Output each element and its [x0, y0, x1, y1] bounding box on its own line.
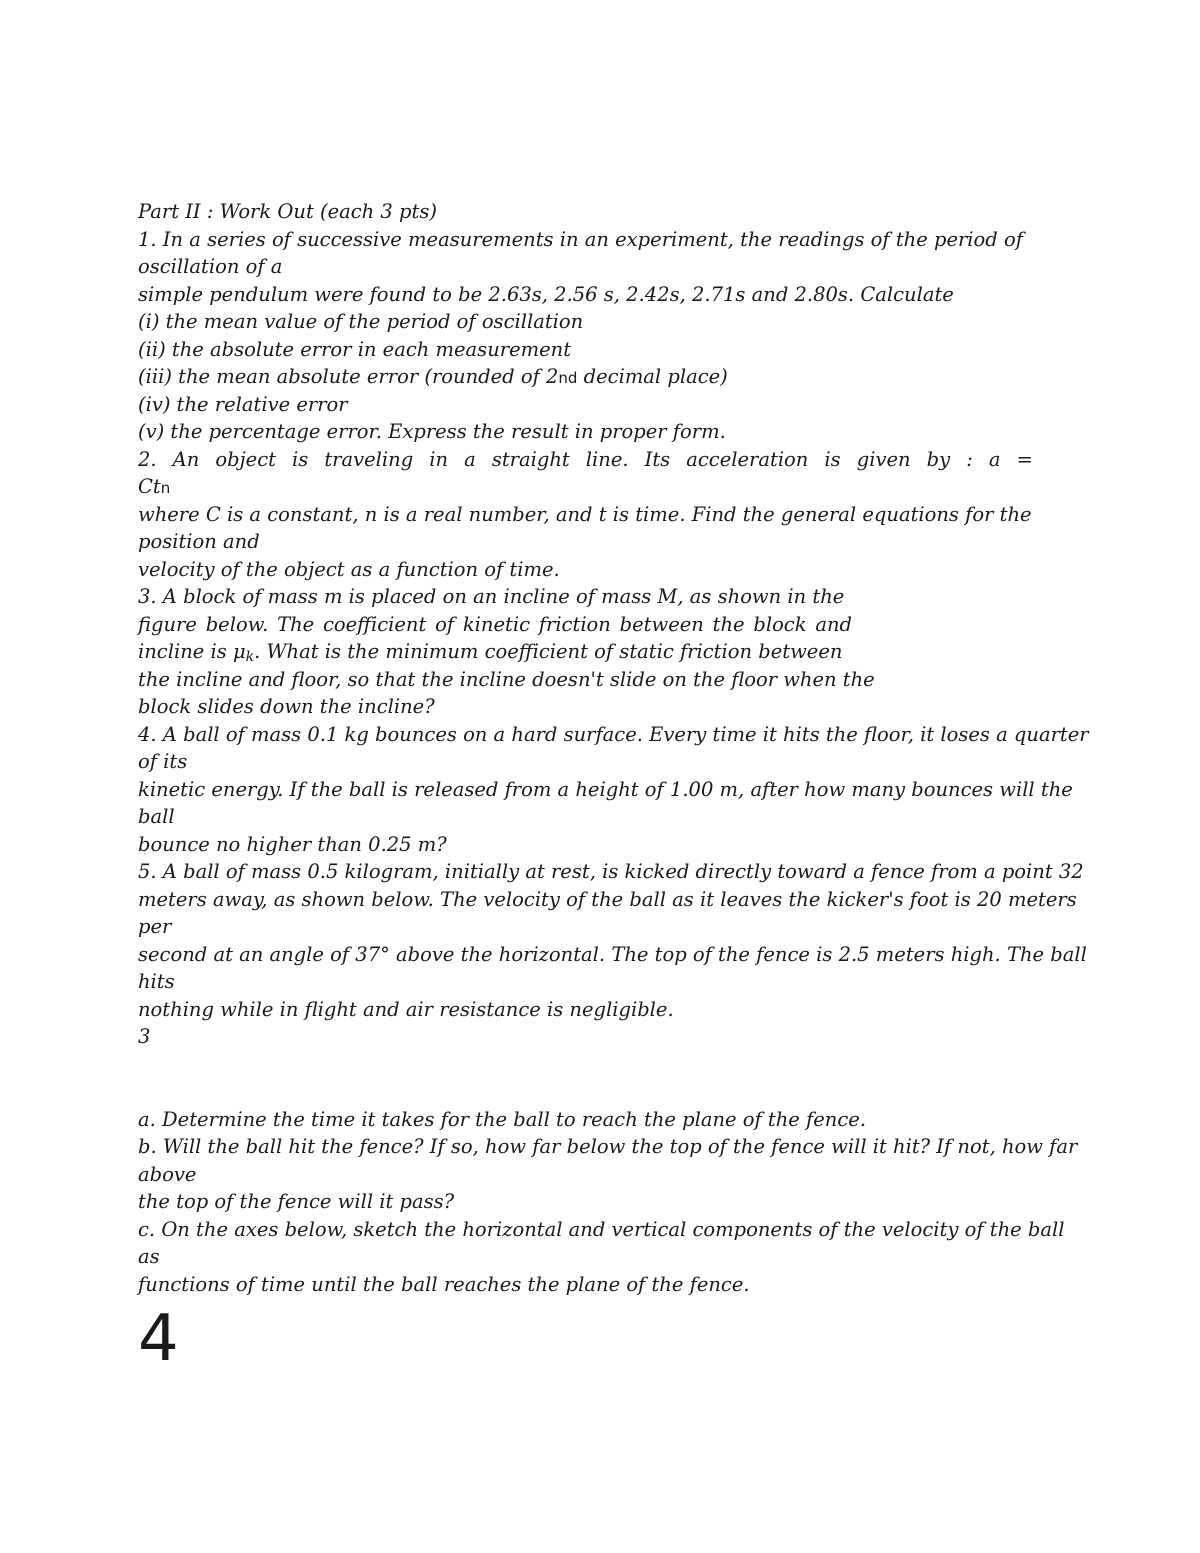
q5-part-b-line-3: the top of the fence will it pass? — [138, 1190, 455, 1213]
q2-word: in — [429, 447, 449, 471]
q2-formula-n: n — [160, 479, 171, 497]
q2-word: traveling — [324, 447, 414, 471]
q5-line-4: second at an angle of 37° above the horizontal. The top of the fence is 2.5 meters high. The ball — [138, 942, 1087, 966]
q2-word: a — [988, 447, 1001, 471]
q2-line-1 — [138, 446, 1033, 474]
q3-word: figure — [138, 612, 197, 636]
q5-line-5: hits — [138, 970, 175, 993]
q5-part-c-line-2: as — [138, 1245, 160, 1268]
part-title: Part II : Work Out (each 3 pts) — [138, 200, 437, 223]
q4-line-4: ball — [138, 805, 175, 828]
q1-line-3: simple pendulum were found to be 2.63s, 2.56 s, 2.42s, 2.71s and 2.80s. Calculate — [138, 282, 954, 306]
document-content — [138, 198, 1089, 1376]
q3-line-3-pre: incline is — [138, 640, 233, 663]
q2-word: line. — [585, 447, 629, 471]
q2-word: : — [966, 447, 973, 471]
mu-subscript: k — [245, 649, 255, 665]
q5-line-2: meters away, as shown below. The velocity of the ball as it leaves the kicker's foot is 20 meters — [138, 887, 1077, 911]
q2-word: 2. — [138, 447, 157, 471]
q3-line-1: 3. A block of mass m is placed on an incline of mass M, as shown in the — [138, 585, 845, 608]
q2-formula-ct: Ct — [138, 475, 161, 498]
q5-part-b-line-2: above — [138, 1162, 197, 1186]
q2-word: a — [464, 447, 476, 471]
q3-word: kinetic — [462, 612, 530, 636]
q5-line-3: per — [138, 915, 172, 938]
q4-line-5: bounce no higher than 0.25 m? — [138, 832, 447, 856]
q3-line-5: block slides down the incline? — [138, 695, 435, 718]
q4-line-2: of its — [138, 750, 188, 773]
q3-word: of — [435, 612, 455, 636]
q1-line-2: oscillation of a — [138, 255, 283, 278]
q2-line-4: position and — [138, 530, 260, 553]
q3-word: below. — [205, 612, 269, 636]
q2-line-5: velocity of the object as a function of time. — [138, 557, 560, 581]
q3-word: the — [712, 612, 745, 636]
q3-word: friction — [538, 612, 611, 636]
blank-gap — [138, 1078, 1068, 1106]
q1-item-iii-nd: nd — [558, 369, 578, 387]
q4-line-3: kinetic energy. If the ball is released from a height of 1.00 m, after how many bounces will the — [138, 777, 1073, 801]
q2-line-3: where C is a constant, n is a real number, and t is time. Find the general equations for the — [138, 502, 1032, 526]
q1-item-iii-text: (iii) the mean absolute error (rounded of 2 — [138, 365, 559, 388]
q5-part-b-line-1: b. Will the ball hit the fence? If so, how far below the top of the fence will it hit? If not, how far — [138, 1135, 1078, 1158]
q3-line-2 — [138, 611, 852, 639]
mu-symbol: μ — [232, 640, 246, 663]
q1-item-i: (i) the mean value of the period of oscillation — [138, 310, 584, 333]
q3-word: and — [815, 612, 852, 636]
q2-word: Its — [644, 447, 671, 471]
q3-word: coefficient — [322, 612, 427, 636]
q2-word: is — [824, 447, 841, 471]
q2-word: is — [292, 447, 309, 471]
q1-item-ii: (ii) the absolute error in each measurement — [138, 337, 572, 361]
q2-word: by — [926, 447, 951, 471]
q3-line-3 — [138, 638, 1068, 666]
q2-word: given — [856, 447, 911, 471]
q2-word: acceleration — [686, 447, 809, 471]
q3-word: block — [753, 612, 807, 636]
q1-item-iii-tail: decimal place) — [577, 365, 728, 388]
q1-item-iii — [138, 363, 1068, 391]
q1-item-v: (v) the percentage error. Express the result in proper form. — [138, 420, 726, 443]
q5-part-a: a. Determine the time it takes for the ball to reach the plane of the fence. — [138, 1107, 867, 1131]
q1-line-1: 1. In a series of successive measurements in an experiment, the readings of the period of — [138, 227, 1023, 251]
q2-line-2 — [138, 473, 1068, 501]
blank-gap — [138, 1051, 1068, 1079]
q5-part-c-line-1: c. On the axes below, sketch the horizontal and vertical components of the velocity of the ball — [138, 1217, 1065, 1241]
q3-word: between — [619, 612, 704, 636]
q5-line-6: nothing while in flight and air resistance is negligible. — [138, 997, 674, 1021]
q2-word: object — [215, 447, 276, 471]
q3-line-4: the incline and floor, so that the incline doesn't slide on the floor when the — [138, 667, 875, 691]
q3-line-3-post: . What is the minimum coefficient of static friction between — [254, 640, 843, 663]
page-number: 4 — [138, 1302, 179, 1376]
q2-word: straight — [491, 447, 570, 471]
q1-item-iv: (iv) the relative error — [138, 392, 348, 416]
q4-line-1: 4. A ball of mass 0.1 kg bounces on a hard surface. Every time it hits the floor, it loses a quarter — [138, 722, 1089, 746]
q3-word: The — [277, 612, 315, 636]
q5-part-c-line-3: functions of time until the ball reaches the plane of the fence. — [138, 1272, 750, 1296]
q5-line-1: 5. A ball of mass 0.5 kilogram, initially at rest, is kicked directly toward a fence from a point 32 — [138, 860, 1084, 883]
q2-word: = — [1016, 447, 1033, 471]
q2-word: An — [172, 447, 200, 471]
q5-figure-number: 3 — [138, 1025, 151, 1048]
